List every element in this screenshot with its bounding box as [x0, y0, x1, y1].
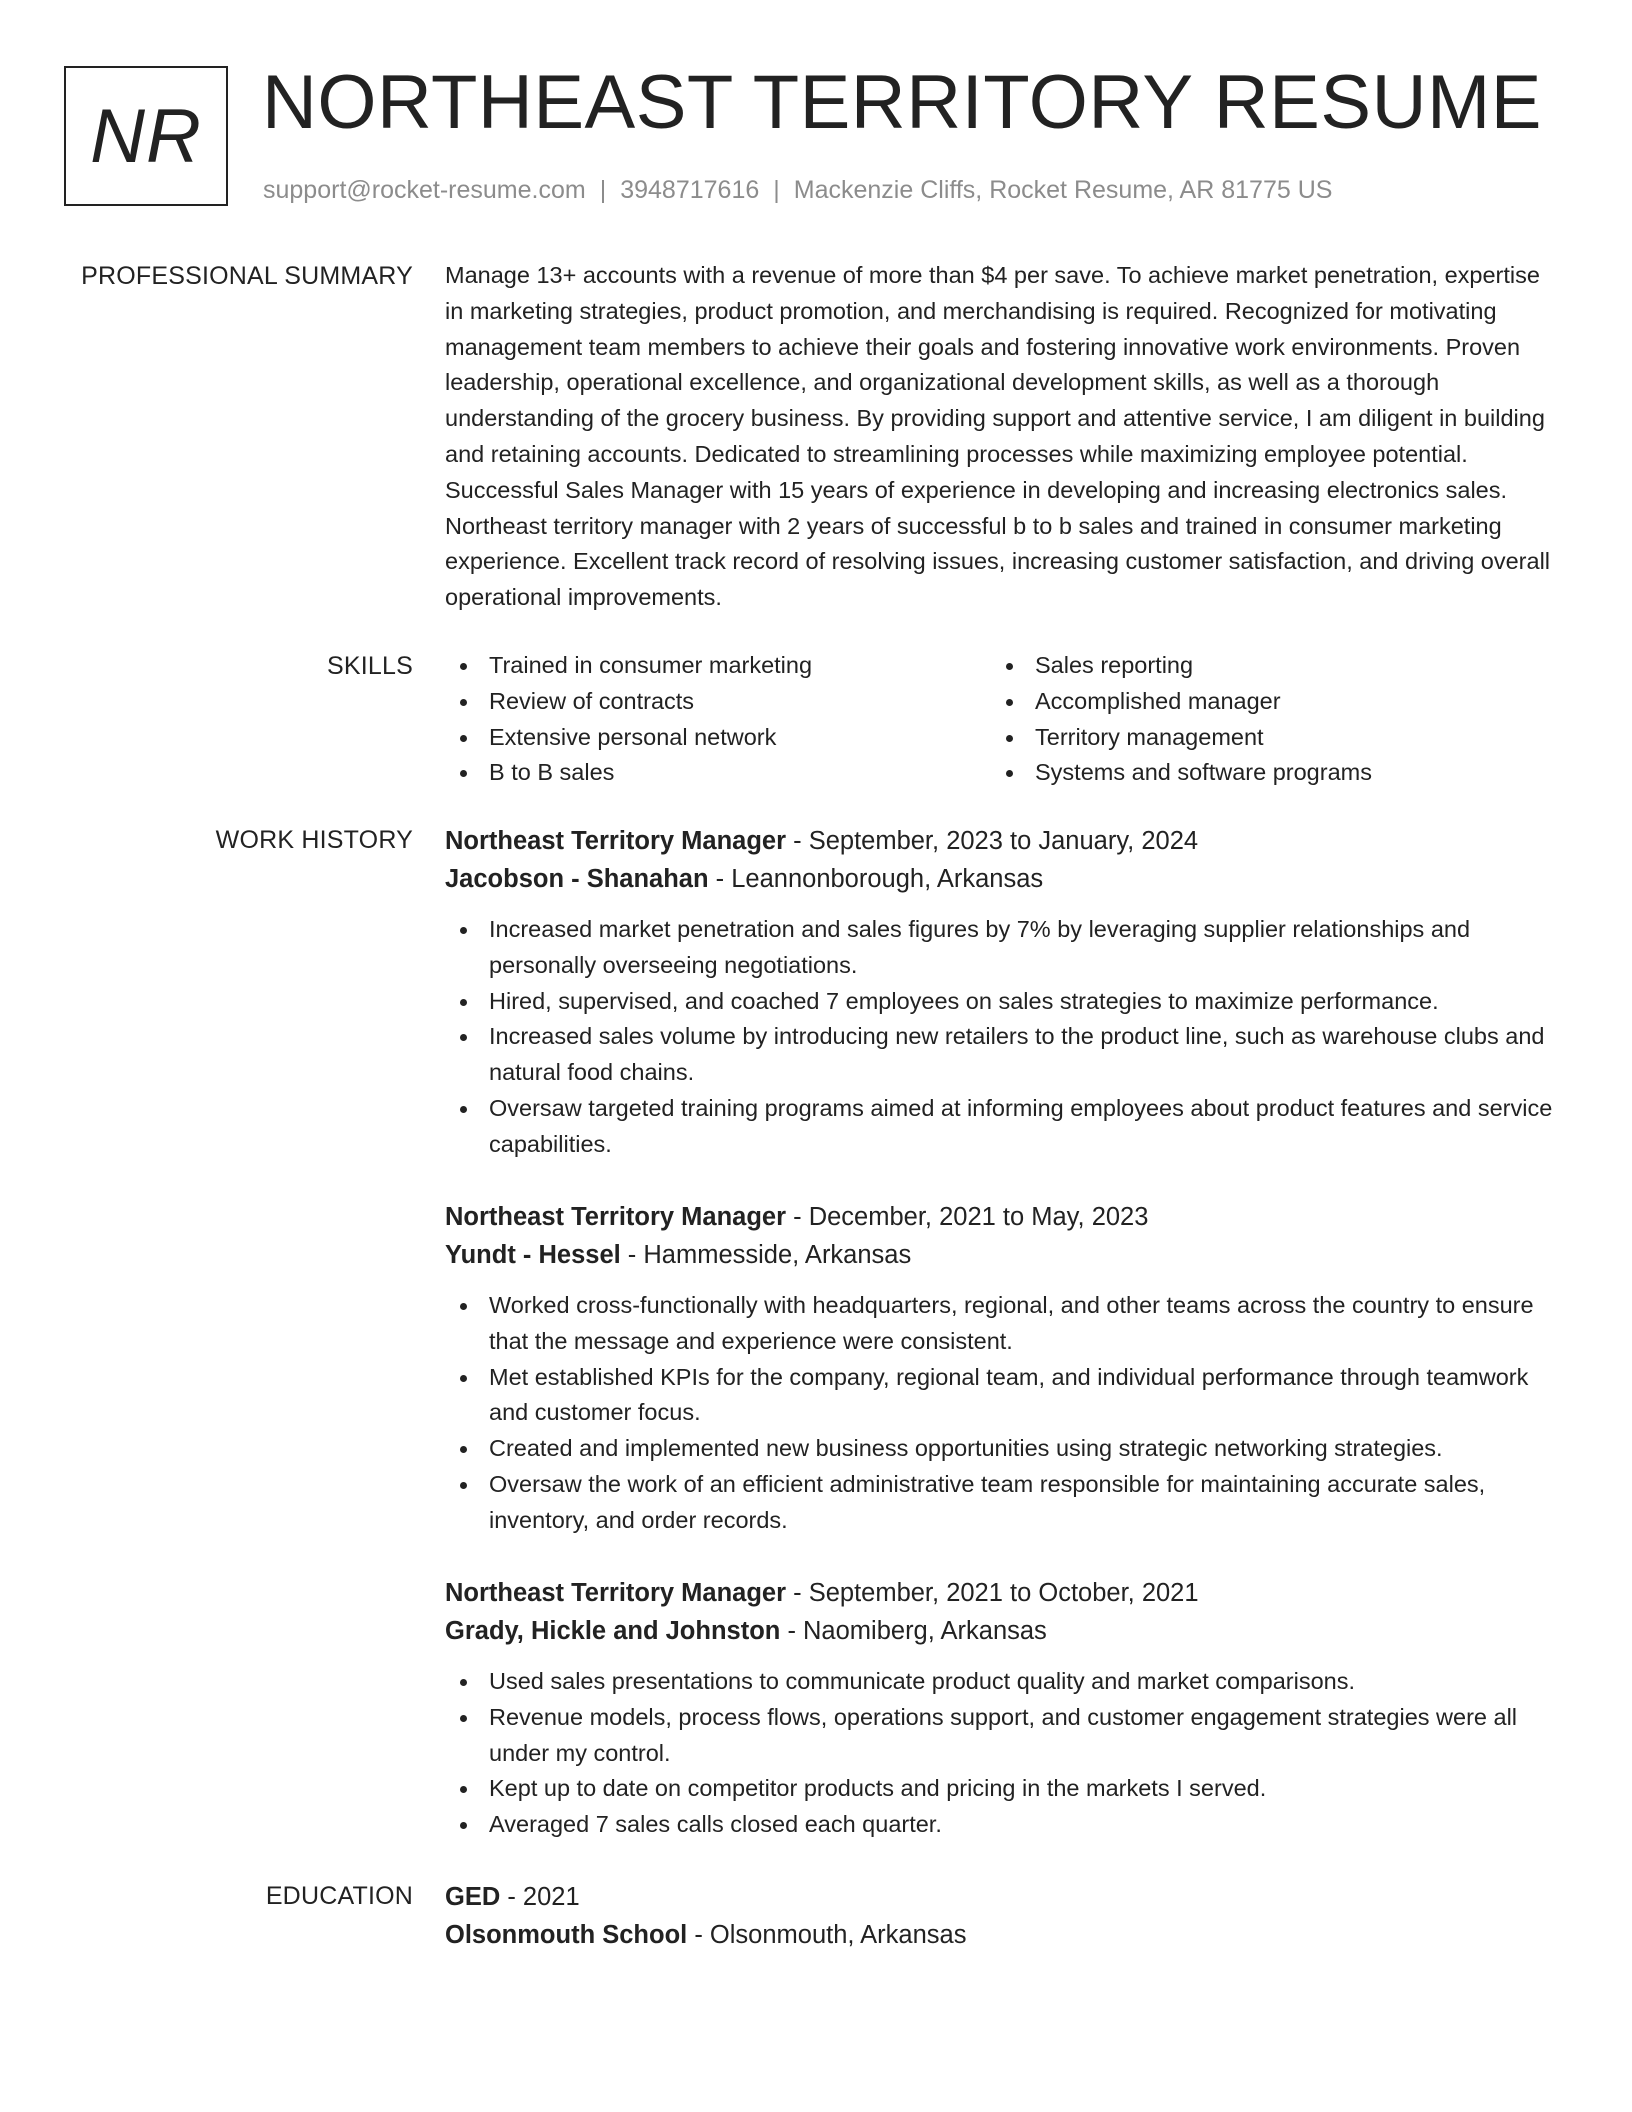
job-dates: - September, 2023 to January, 2024 — [786, 827, 1199, 855]
contact-separator: | — [599, 176, 607, 204]
contact-separator: | — [773, 176, 780, 204]
job-bullet: Averaged 7 sales calls closed each quarter. — [445, 1807, 1555, 1843]
summary-body — [445, 258, 1555, 616]
skills-column-left — [445, 648, 991, 791]
job-bullets — [445, 912, 1555, 1163]
job-company-line — [445, 1236, 1555, 1274]
skills-column-right — [991, 648, 1537, 791]
monogram-initials: NR — [90, 93, 202, 179]
skill-item: Territory management — [991, 720, 1537, 756]
skills-grid — [445, 648, 1555, 791]
job-bullet: Oversaw the work of an efficient administrative team responsible for maintaining accurate sales, inventory, and order records. — [445, 1467, 1555, 1539]
skill-item: Trained in consumer marketing — [445, 648, 991, 684]
job-title-line — [445, 1574, 1555, 1612]
skill-item: Accomplished manager — [991, 684, 1537, 720]
graduation-year: - 2021 — [500, 1883, 580, 1911]
job-bullet: Kept up to date on competitor products and pricing in the markets I served. — [445, 1771, 1555, 1807]
job-bullet: Created and implemented new business opportunities using strategic networking strategies. — [445, 1431, 1555, 1467]
skills-body — [445, 648, 1555, 791]
contact-address: Mackenzie Cliffs, Rocket Resume, AR 81775 US — [793, 176, 1333, 204]
job-bullet: Used sales presentations to communicate product quality and market comparisons. — [445, 1664, 1555, 1700]
job-title: Northeast Territory Manager — [445, 1203, 787, 1231]
contact-phone[interactable]: 3948717616 — [620, 176, 760, 204]
job-bullet: Increased sales volume by introducing new retailers to the product line, such as warehouse clubs and natural food chains. — [445, 1019, 1555, 1091]
skill-item: Systems and software programs — [991, 755, 1537, 791]
job-title-line — [445, 822, 1555, 860]
summary-heading: PROFESSIONAL SUMMARY — [81, 262, 413, 290]
job-title-line — [445, 1198, 1555, 1236]
job-location: - Leannonborough, Arkansas — [708, 865, 1044, 893]
education-heading: EDUCATION — [265, 1882, 413, 1910]
job-title: Northeast Territory Manager — [445, 827, 787, 855]
job-company: Jacobson - Shanahan — [445, 865, 709, 893]
resume-title: NORTHEAST TERRITORY RESUME — [262, 60, 1542, 145]
school-name: Olsonmouth School — [445, 1921, 688, 1949]
job-location: - Naomiberg, Arkansas — [780, 1617, 1047, 1645]
job-bullet: Revenue models, process flows, operations support, and customer engagement strategies were all under my control. — [445, 1700, 1555, 1772]
job-dates: - September, 2021 to October, 2021 — [786, 1579, 1199, 1607]
contact-email[interactable]: support@rocket-resume.com — [263, 176, 586, 204]
skills-heading: SKILLS — [327, 652, 413, 680]
degree: GED — [445, 1883, 501, 1911]
job-bullets — [445, 1664, 1555, 1843]
skill-item: Extensive personal network — [445, 720, 991, 756]
job-bullets — [445, 1288, 1555, 1539]
job-bullet: Worked cross-functionally with headquarters, regional, and other teams across the country to ensure that the message and experience were consistent. — [445, 1288, 1555, 1360]
job-company: Yundt - Hessel — [445, 1241, 621, 1269]
job-entry — [445, 822, 1555, 1163]
skill-item: Sales reporting — [991, 648, 1537, 684]
school-location: - Olsonmouth, Arkansas — [687, 1921, 967, 1949]
school-line — [445, 1916, 1555, 1954]
job-company-line — [445, 1612, 1555, 1650]
job-entry — [445, 1198, 1555, 1539]
contact-line — [263, 174, 1332, 206]
job-bullet: Oversaw targeted training programs aimed at informing employees about product features and service capabilities. — [445, 1091, 1555, 1163]
job-bullet: Hired, supervised, and coached 7 employees on sales strategies to maximize performance. — [445, 984, 1555, 1020]
work-history-heading: WORK HISTORY — [215, 826, 413, 854]
job-bullet: Increased market penetration and sales figures by 7% by leveraging supplier relationships and personally overseeing negotiations. — [445, 912, 1555, 984]
job-company-line — [445, 860, 1555, 898]
monogram-box — [64, 66, 228, 206]
job-dates: - December, 2021 to May, 2023 — [786, 1203, 1149, 1231]
job-bullet: Met established KPIs for the company, regional team, and individual performance through teamwork and customer focus. — [445, 1360, 1555, 1432]
degree-line — [445, 1878, 1555, 1916]
skill-item: Review of contracts — [445, 684, 991, 720]
job-location: - Hammesside, Arkansas — [620, 1241, 912, 1269]
summary-text: Manage 13+ accounts with a revenue of more than $4 per save. To achieve market penetration, expertise in marketing strategies, product promotion, and merchandising is required. Recognized for motivating management team members to achieve their goals and fostering innovative work environments. Proven leadership, operational excellence, and organizational development skills, as well as a thorough understanding of the grocery business. By providing support and attentive service, I am diligent in building and retaining accounts. Dedicated to streamlining processes while maximizing employee potential. Successful Sales Manager with 15 years of experience in developing and increasing electronics sales. Northeast territory manager with 2 years of successful b to b sales and trained in consumer marketing experience. Excellent track record of resolving issues, increasing customer satisfaction, and driving overall operational improvements. — [445, 262, 1551, 611]
job-company: Grady, Hickle and Johnston — [445, 1617, 781, 1645]
job-title: Northeast Territory Manager — [445, 1579, 787, 1607]
job-entry — [445, 1574, 1555, 1843]
skill-item: B to B sales — [445, 755, 991, 791]
education-body — [445, 1878, 1555, 1954]
